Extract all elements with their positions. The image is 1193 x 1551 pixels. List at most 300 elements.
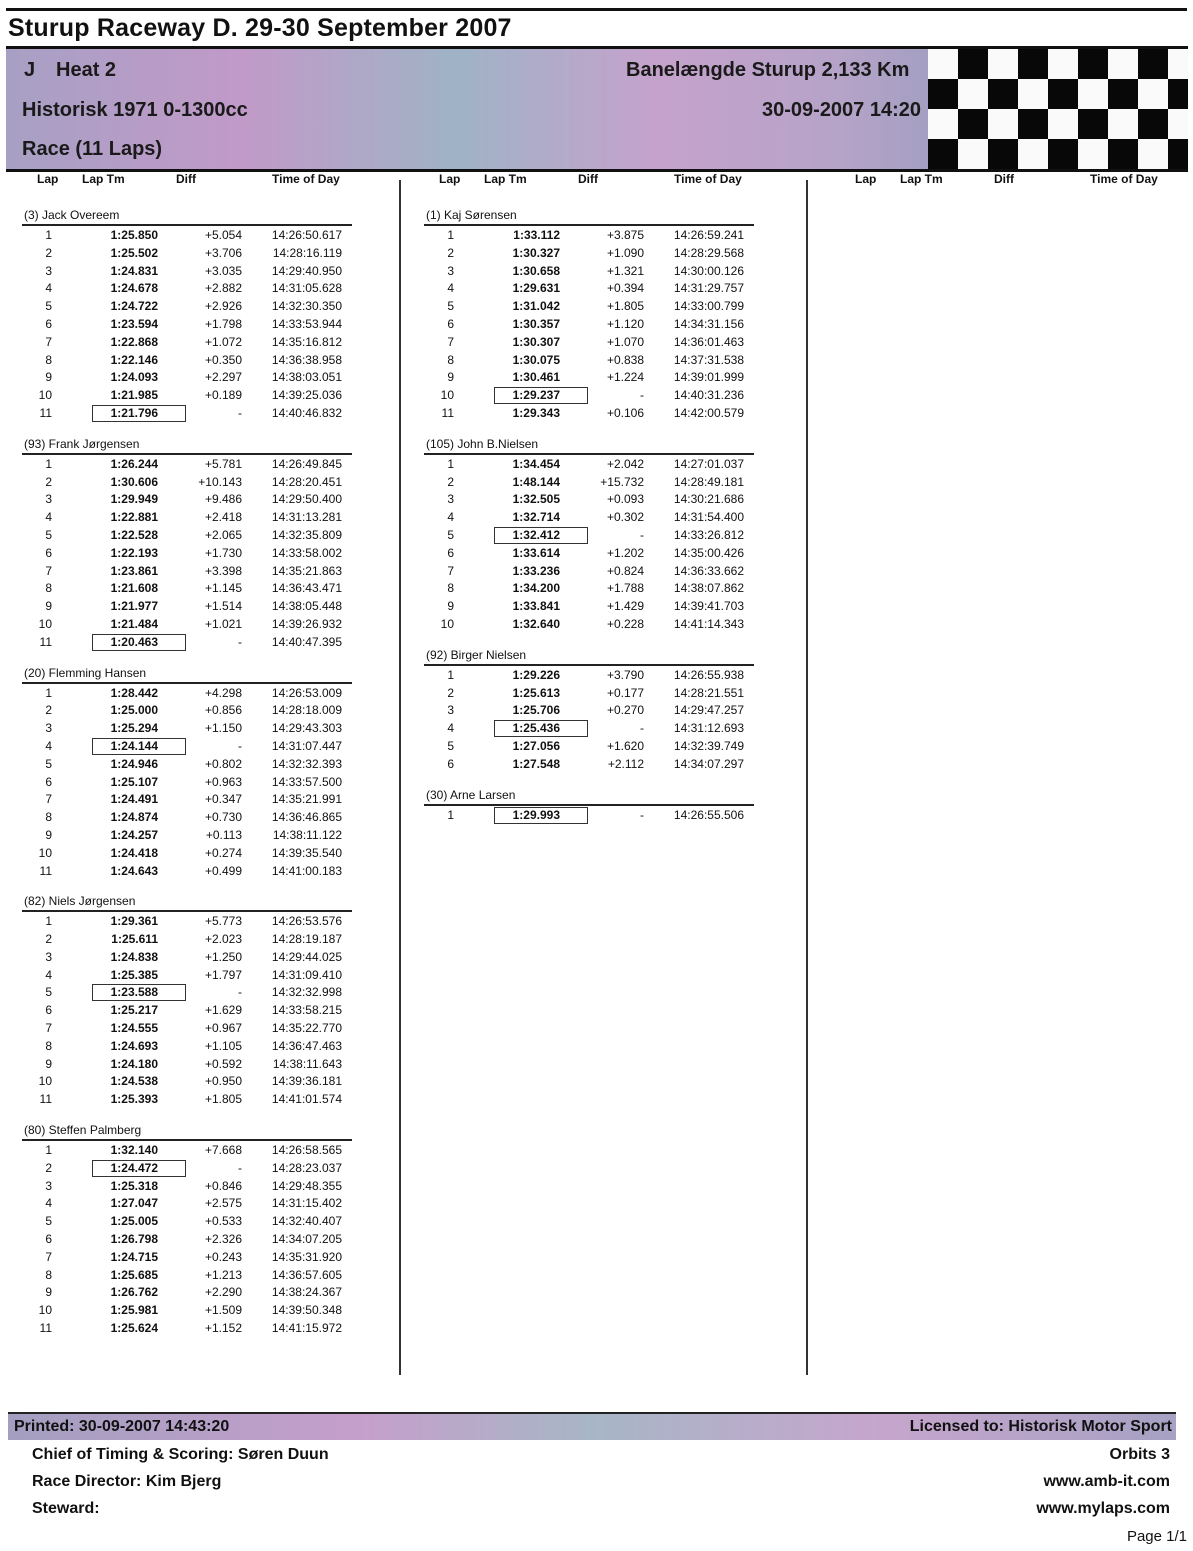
lap-diff: +0.856 bbox=[204, 703, 242, 718]
table-row bbox=[424, 387, 784, 405]
time-of-day-header: Time of Day bbox=[272, 172, 340, 186]
time-of-day: 14:40:47.395 bbox=[271, 634, 342, 649]
time-of-day: 14:36:38.958 bbox=[271, 352, 342, 367]
lap-number: 1 bbox=[45, 1143, 52, 1158]
lap-diff: +4.298 bbox=[204, 685, 242, 700]
lap-header: Lap bbox=[855, 172, 877, 186]
lap-time: 1:25.217 bbox=[110, 1003, 158, 1018]
lap-diff: +1.021 bbox=[204, 616, 242, 631]
lap-diff: - bbox=[238, 634, 242, 649]
lap-number: 2 bbox=[45, 474, 52, 489]
driver-rule bbox=[22, 682, 352, 684]
table-row bbox=[22, 1038, 382, 1056]
table-row bbox=[424, 334, 784, 352]
table-row bbox=[22, 634, 382, 652]
lap-number: 5 bbox=[45, 1214, 52, 1229]
lap-time: 1:29.993 bbox=[512, 807, 560, 822]
lap-number: 9 bbox=[45, 827, 52, 842]
lap-diff: - bbox=[640, 807, 644, 822]
lap-time: 1:29.949 bbox=[110, 492, 158, 507]
race-director: Race Director: Kim Bjerg bbox=[32, 1473, 222, 1490]
lap-diff: +2.042 bbox=[606, 456, 644, 471]
time-of-day: 14:39:26.932 bbox=[271, 616, 342, 631]
time-of-day: 14:26:59.241 bbox=[673, 228, 744, 242]
lap-diff: +0.394 bbox=[606, 281, 644, 296]
lap-number: 10 bbox=[38, 1303, 52, 1318]
lap-number: 4 bbox=[447, 510, 454, 525]
lap-time: 1:30.658 bbox=[512, 263, 560, 278]
lap-time: 1:26.762 bbox=[110, 1285, 158, 1300]
table-row bbox=[22, 387, 382, 405]
lap-diff: +0.838 bbox=[606, 352, 644, 367]
column-header bbox=[840, 172, 1193, 194]
lap-time: 1:25.611 bbox=[111, 932, 158, 947]
website-link[interactable]: www.amb-it.com bbox=[1043, 1473, 1170, 1490]
driver-name: (1) Kaj Sørensen bbox=[426, 208, 517, 222]
lap-number: 9 bbox=[45, 1285, 52, 1300]
lap-number: 6 bbox=[45, 545, 52, 560]
time-of-day: 14:26:55.506 bbox=[673, 807, 744, 822]
time-of-day: 14:27:01.037 bbox=[673, 456, 744, 471]
lap-time: 1:24.715 bbox=[110, 1249, 158, 1264]
lap-diff: +0.243 bbox=[204, 1249, 242, 1264]
time-of-day: 14:34:31.156 bbox=[673, 316, 744, 331]
lap-number: 3 bbox=[45, 263, 52, 278]
lap-diff: +3.035 bbox=[204, 263, 242, 278]
lap-number: 4 bbox=[45, 510, 52, 525]
driver-block bbox=[22, 1123, 382, 1338]
lap-diff: +3.790 bbox=[606, 667, 644, 682]
lap-number: 5 bbox=[45, 527, 52, 542]
lap-diff: +5.054 bbox=[204, 228, 242, 242]
time-of-day: 14:30:00.126 bbox=[673, 263, 744, 278]
lap-time: 1:32.640 bbox=[512, 616, 560, 631]
lap-diff: +1.072 bbox=[204, 334, 242, 349]
table-row bbox=[22, 685, 382, 703]
lap-number: 10 bbox=[38, 616, 52, 631]
lap-diff: - bbox=[238, 985, 242, 1000]
lap-number: 6 bbox=[447, 756, 454, 771]
table-row bbox=[22, 580, 382, 598]
table-row bbox=[22, 334, 382, 352]
lap-diff: +1.090 bbox=[606, 245, 644, 260]
lap-diff: +1.509 bbox=[204, 1303, 242, 1318]
table-row bbox=[22, 1002, 382, 1020]
lap-number: 1 bbox=[447, 807, 454, 822]
table-row bbox=[424, 245, 784, 263]
column-header bbox=[424, 172, 784, 194]
lap-number: 8 bbox=[45, 1267, 52, 1282]
lap-diff: +2.882 bbox=[204, 281, 242, 296]
table-row bbox=[22, 598, 382, 616]
lap-diff: +2.065 bbox=[204, 527, 242, 542]
race-banner bbox=[6, 46, 1188, 172]
time-of-day: 14:31:07.447 bbox=[271, 738, 342, 753]
time-of-day: 14:39:35.540 bbox=[271, 845, 342, 860]
driver-block bbox=[424, 437, 784, 634]
lap-time: 1:24.257 bbox=[110, 827, 158, 842]
time-of-day: 14:38:05.448 bbox=[271, 599, 342, 614]
lap-number: 1 bbox=[45, 228, 52, 242]
driver-rule bbox=[424, 453, 754, 455]
lap-diff: - bbox=[238, 738, 242, 753]
lap-diff: +0.106 bbox=[606, 405, 644, 420]
table-row bbox=[22, 316, 382, 334]
table-row bbox=[22, 474, 382, 492]
licensed-to: Licensed to: Historisk Motor Sport bbox=[909, 1418, 1172, 1435]
lap-number: 6 bbox=[447, 316, 454, 331]
lap-number: 3 bbox=[447, 263, 454, 278]
time-of-day-header: Time of Day bbox=[674, 172, 742, 186]
lap-time: 1:22.146 bbox=[110, 352, 158, 367]
lap-number: 2 bbox=[447, 474, 454, 489]
driver-rule bbox=[424, 224, 754, 226]
driver-rule bbox=[22, 910, 352, 912]
table-row bbox=[22, 352, 382, 370]
lap-diff: +1.070 bbox=[606, 334, 644, 349]
table-row bbox=[424, 474, 784, 492]
lap-number: 6 bbox=[45, 316, 52, 331]
lap-number: 7 bbox=[447, 334, 454, 349]
time-of-day: 14:32:32.998 bbox=[271, 985, 342, 1000]
lap-diff: +1.429 bbox=[606, 599, 644, 614]
lap-diff: +5.781 bbox=[204, 456, 242, 471]
driver-name: (20) Flemming Hansen bbox=[24, 665, 147, 680]
lap-number: 9 bbox=[447, 370, 454, 385]
lap-time: 1:30.606 bbox=[110, 474, 158, 489]
table-row bbox=[22, 527, 382, 545]
chief-of-timing: Chief of Timing & Scoring: Søren Duun bbox=[32, 1446, 329, 1463]
lap-diff: +5.773 bbox=[204, 914, 242, 929]
lap-number: 3 bbox=[447, 703, 454, 718]
table-row bbox=[22, 1302, 382, 1320]
time-of-day: 14:31:09.410 bbox=[271, 967, 342, 982]
time-of-day: 14:33:58.002 bbox=[271, 545, 342, 560]
lap-number: 10 bbox=[440, 616, 454, 631]
time-of-day: 14:36:46.865 bbox=[271, 810, 342, 825]
race-label: Race (11 Laps) bbox=[22, 138, 163, 160]
time-of-day: 14:37:31.538 bbox=[673, 352, 744, 367]
time-of-day: 14:41:00.183 bbox=[271, 863, 342, 878]
time-of-day: 14:36:47.463 bbox=[271, 1038, 342, 1053]
table-row bbox=[22, 827, 382, 845]
table-row bbox=[424, 756, 784, 774]
time-of-day: 14:41:15.972 bbox=[271, 1321, 342, 1336]
table-row bbox=[22, 720, 382, 738]
lap-time: 1:25.685 bbox=[110, 1267, 158, 1282]
lap-diff: +0.967 bbox=[204, 1021, 242, 1036]
lap-time: 1:21.796 bbox=[110, 405, 158, 420]
table-row bbox=[22, 456, 382, 474]
lap-diff: +1.788 bbox=[606, 581, 644, 596]
lap-number: 5 bbox=[447, 299, 454, 314]
time-of-day-header: Time of Day bbox=[1090, 172, 1158, 186]
lap-time-header: Lap Tm bbox=[82, 172, 125, 186]
time-of-day: 14:41:01.574 bbox=[271, 1092, 342, 1107]
lap-diff: +1.250 bbox=[204, 949, 242, 964]
table-row bbox=[424, 263, 784, 281]
lap-diff: +3.398 bbox=[204, 563, 242, 578]
table-row bbox=[424, 545, 784, 563]
lap-diff: +0.302 bbox=[606, 510, 644, 525]
table-row bbox=[424, 491, 784, 509]
class-letter: J bbox=[24, 59, 36, 81]
table-row bbox=[22, 931, 382, 949]
lap-diff: +1.620 bbox=[606, 738, 644, 753]
table-row bbox=[22, 774, 382, 792]
category-label: Historisk 1971 0-1300cc bbox=[22, 99, 248, 121]
column-header bbox=[22, 172, 382, 194]
lap-time: 1:21.985 bbox=[110, 388, 158, 403]
lap-diff: +7.668 bbox=[204, 1143, 242, 1158]
lap-diff: +2.023 bbox=[204, 932, 242, 947]
lap-diff: +2.326 bbox=[204, 1232, 242, 1247]
lap-time: 1:21.484 bbox=[110, 616, 158, 631]
lap-diff: +1.150 bbox=[204, 721, 242, 736]
table-row bbox=[22, 809, 382, 827]
lap-time: 1:33.614 bbox=[512, 545, 560, 560]
lap-number: 7 bbox=[45, 563, 52, 578]
time-of-day: 14:26:53.576 bbox=[271, 914, 342, 929]
driver-name: (30) Arne Larsen bbox=[426, 787, 516, 802]
lap-number: 3 bbox=[45, 1178, 52, 1193]
driver-block bbox=[22, 208, 382, 423]
diff-header: Diff bbox=[176, 172, 196, 186]
time-of-day: 14:32:35.809 bbox=[271, 527, 342, 542]
time-of-day: 14:29:48.355 bbox=[271, 1178, 342, 1193]
lap-diff: +1.120 bbox=[606, 316, 644, 331]
time-of-day: 14:28:21.551 bbox=[673, 685, 744, 700]
time-of-day: 14:26:50.617 bbox=[271, 228, 342, 242]
lap-number: 10 bbox=[38, 388, 52, 403]
lap-diff: +9.486 bbox=[204, 492, 242, 507]
column-divider bbox=[806, 180, 808, 1375]
lap-number: 1 bbox=[447, 456, 454, 471]
lap-number: 8 bbox=[447, 352, 454, 367]
time-of-day: 14:36:01.463 bbox=[673, 334, 744, 349]
table-row bbox=[22, 1020, 382, 1038]
lap-number: 1 bbox=[447, 667, 454, 682]
time-of-day: 14:32:40.407 bbox=[271, 1214, 342, 1229]
lap-time: 1:24.538 bbox=[110, 1074, 158, 1089]
table-row bbox=[424, 352, 784, 370]
lap-number: 11 bbox=[39, 863, 52, 878]
lap-time: 1:33.236 bbox=[512, 563, 560, 578]
lap-number: 6 bbox=[45, 1232, 52, 1247]
lap-time: 1:30.357 bbox=[512, 316, 560, 331]
lap-number: 1 bbox=[45, 456, 52, 471]
time-of-day: 14:40:46.832 bbox=[271, 405, 342, 420]
table-row bbox=[424, 298, 784, 316]
table-row bbox=[22, 1056, 382, 1074]
lap-time: 1:24.678 bbox=[110, 281, 158, 296]
checkered-flag-icon bbox=[928, 49, 1188, 169]
lap-number: 4 bbox=[45, 281, 52, 296]
time-of-day: 14:28:18.009 bbox=[271, 703, 342, 718]
diff-header: Diff bbox=[578, 172, 598, 186]
table-row bbox=[22, 1249, 382, 1267]
lap-time: 1:25.624 bbox=[110, 1321, 158, 1336]
time-of-day: 14:38:11.643 bbox=[272, 1056, 342, 1071]
lap-diff: +0.950 bbox=[204, 1074, 242, 1089]
time-of-day: 14:31:12.693 bbox=[673, 721, 744, 736]
lap-number: 11 bbox=[39, 1321, 52, 1336]
lap-number: 2 bbox=[45, 703, 52, 718]
race-datetime: 30-09-2007 14:20 bbox=[762, 99, 922, 121]
table-row bbox=[22, 1213, 382, 1231]
lap-time: 1:27.056 bbox=[512, 738, 560, 753]
time-of-day: 14:35:31.920 bbox=[271, 1249, 342, 1264]
time-of-day: 14:36:43.471 bbox=[271, 581, 342, 596]
driver-rule bbox=[22, 1139, 352, 1141]
time-of-day: 14:31:54.400 bbox=[673, 510, 744, 525]
lap-header: Lap bbox=[37, 172, 59, 186]
time-of-day: 14:40:31.236 bbox=[673, 388, 744, 403]
time-of-day: 14:31:15.402 bbox=[271, 1196, 342, 1211]
lap-number: 4 bbox=[45, 967, 52, 982]
lap-time: 1:25.107 bbox=[110, 774, 158, 789]
lap-time: 1:26.798 bbox=[110, 1232, 158, 1247]
time-of-day: 14:29:44.025 bbox=[271, 949, 342, 964]
lap-time: 1:28.442 bbox=[110, 685, 158, 700]
table-row bbox=[22, 1267, 382, 1285]
table-row bbox=[424, 702, 784, 720]
lap-diff: +0.802 bbox=[204, 756, 242, 771]
lap-diff: - bbox=[640, 721, 644, 736]
lap-diff: +2.926 bbox=[204, 299, 242, 314]
time-of-day: 14:39:36.181 bbox=[271, 1074, 342, 1089]
table-row bbox=[22, 967, 382, 985]
lap-number: 9 bbox=[45, 1056, 52, 1071]
lap-time: 1:24.472 bbox=[110, 1160, 158, 1175]
table-row bbox=[22, 1178, 382, 1196]
results-column-3 bbox=[840, 172, 1193, 194]
lap-number: 6 bbox=[447, 545, 454, 560]
time-of-day: 14:31:29.757 bbox=[673, 281, 744, 296]
driver-name: (80) Steffen Palmberg bbox=[24, 1123, 142, 1138]
lap-diff: +2.575 bbox=[204, 1196, 242, 1211]
driver-name: (92) Birger Nielsen bbox=[426, 647, 527, 662]
time-of-day: 14:42:00.579 bbox=[673, 405, 744, 420]
table-row bbox=[22, 984, 382, 1002]
lap-time: 1:24.093 bbox=[110, 370, 158, 385]
table-row bbox=[22, 1284, 382, 1302]
lap-time-header: Lap Tm bbox=[900, 172, 943, 186]
table-row bbox=[424, 616, 784, 634]
lap-diff: +1.213 bbox=[204, 1267, 242, 1282]
time-of-day: 14:28:29.568 bbox=[673, 245, 744, 260]
lap-diff: +0.350 bbox=[204, 352, 242, 367]
lap-time: 1:34.454 bbox=[512, 456, 560, 471]
lap-number: 2 bbox=[447, 245, 454, 260]
table-row bbox=[22, 1091, 382, 1109]
table-row bbox=[424, 667, 784, 685]
lap-diff: +1.105 bbox=[204, 1038, 242, 1053]
table-row bbox=[424, 369, 784, 387]
lap-diff: +0.228 bbox=[606, 616, 644, 631]
lap-time: 1:21.608 bbox=[110, 581, 158, 596]
time-of-day: 14:32:32.393 bbox=[271, 756, 342, 771]
time-of-day: 14:26:49.845 bbox=[271, 456, 342, 471]
time-of-day: 14:35:00.426 bbox=[673, 545, 744, 560]
time-of-day: 14:33:00.799 bbox=[673, 299, 744, 314]
lap-number: 11 bbox=[39, 1092, 52, 1107]
lap-number: 5 bbox=[45, 985, 52, 1000]
lap-number: 10 bbox=[440, 388, 454, 403]
lap-number: 2 bbox=[45, 1160, 52, 1175]
table-row bbox=[424, 456, 784, 474]
lap-number: 7 bbox=[45, 792, 52, 807]
lap-diff: +1.805 bbox=[204, 1092, 242, 1107]
lap-time: 1:25.318 bbox=[110, 1178, 158, 1193]
time-of-day: 14:38:07.862 bbox=[673, 581, 744, 596]
lap-number: 3 bbox=[45, 721, 52, 736]
time-of-day: 14:35:22.770 bbox=[271, 1021, 342, 1036]
lap-number: 6 bbox=[45, 774, 52, 789]
lap-diff: +1.145 bbox=[204, 581, 242, 596]
lap-number: 1 bbox=[45, 914, 52, 929]
lap-diff: +0.592 bbox=[204, 1056, 242, 1071]
time-of-day: 14:33:58.215 bbox=[271, 1003, 342, 1018]
table-row bbox=[424, 685, 784, 703]
lap-number: 5 bbox=[447, 527, 454, 542]
lap-diff: +3.706 bbox=[204, 245, 242, 260]
driver-rule bbox=[424, 664, 754, 666]
website-link[interactable]: www.mylaps.com bbox=[1036, 1500, 1170, 1517]
lap-number: 10 bbox=[38, 845, 52, 860]
lap-time: 1:33.841 bbox=[512, 599, 560, 614]
lap-diff: +2.418 bbox=[204, 510, 242, 525]
lap-number: 7 bbox=[447, 563, 454, 578]
time-of-day: 14:35:21.863 bbox=[271, 563, 342, 578]
page-title: Sturup Raceway D. 29-30 September 2007 bbox=[8, 14, 512, 42]
table-row bbox=[22, 863, 382, 881]
lap-time: 1:32.140 bbox=[110, 1143, 158, 1158]
lap-time: 1:24.180 bbox=[110, 1056, 158, 1071]
lap-number: 9 bbox=[45, 370, 52, 385]
lap-time-header: Lap Tm bbox=[484, 172, 527, 186]
steward: Steward: bbox=[32, 1500, 100, 1517]
lap-time: 1:24.831 bbox=[110, 263, 158, 278]
lap-time: 1:29.631 bbox=[512, 281, 560, 296]
lap-time: 1:25.436 bbox=[512, 721, 560, 736]
time-of-day: 14:26:53.009 bbox=[271, 685, 342, 700]
lap-time: 1:30.307 bbox=[512, 334, 560, 349]
lap-time: 1:22.528 bbox=[110, 527, 158, 542]
lap-diff: +1.805 bbox=[606, 299, 644, 314]
time-of-day: 14:38:11.122 bbox=[272, 827, 342, 842]
driver-name: (105) John B.Nielsen bbox=[426, 436, 539, 451]
table-row bbox=[22, 263, 382, 281]
lap-diff: +0.274 bbox=[204, 845, 242, 860]
lap-number: 3 bbox=[447, 492, 454, 507]
lap-diff: +0.113 bbox=[205, 827, 242, 842]
lap-diff: +0.270 bbox=[606, 703, 644, 718]
lap-time: 1:25.294 bbox=[110, 721, 158, 736]
lap-time: 1:32.505 bbox=[512, 492, 560, 507]
time-of-day: 14:32:30.350 bbox=[271, 299, 342, 314]
time-of-day: 14:38:24.367 bbox=[271, 1285, 342, 1300]
lap-diff: +15.732 bbox=[600, 474, 644, 489]
time-of-day: 14:33:57.500 bbox=[271, 774, 342, 789]
lap-number: 10 bbox=[38, 1074, 52, 1089]
table-row bbox=[22, 405, 382, 423]
lap-time: 1:25.005 bbox=[110, 1214, 158, 1229]
lap-number: 4 bbox=[447, 281, 454, 296]
lap-time: 1:31.042 bbox=[512, 299, 560, 314]
lap-diff: +0.846 bbox=[204, 1178, 242, 1193]
lap-time: 1:34.200 bbox=[512, 581, 560, 596]
